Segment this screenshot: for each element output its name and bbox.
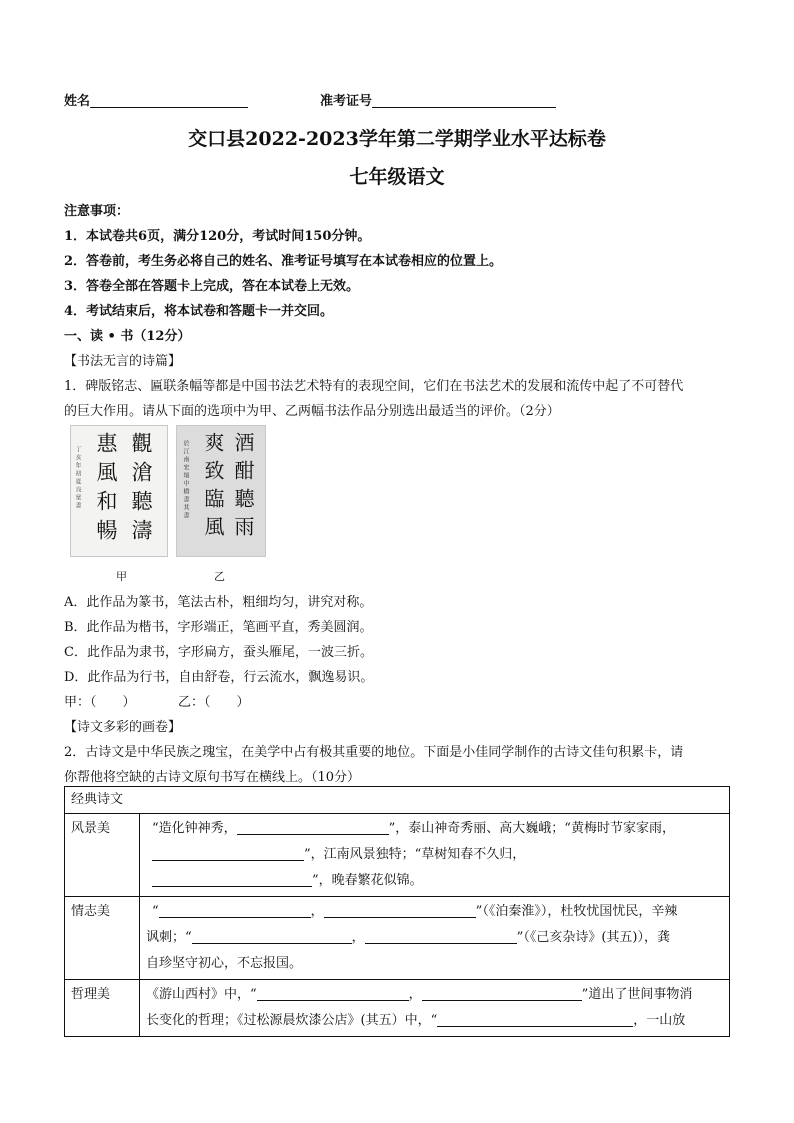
image-label-yi: 乙 — [214, 570, 225, 583]
calligraphy-column: 觀滄聽濤 — [129, 432, 153, 548]
category-cell: 哲理美 — [65, 980, 140, 1037]
question-1-text: 1．碑版铭志、匾联条幅等都是中国书法艺术特有的表现空间，它们在书法艺术的发展和流传中起了不可替代 — [64, 379, 684, 394]
card-text: ”，晚春繁花似锦。 — [312, 873, 423, 888]
category-cell: 情志美 — [65, 897, 140, 980]
answer-jia[interactable]: 甲：（ ） — [64, 695, 136, 710]
calligraphy-column: 酒酣聽雨 — [231, 432, 255, 544]
question-2-text: 你帮他将空缺的古诗文原句书写在横线上。（10分） — [64, 770, 361, 785]
card-text: 自珍坚守初心，不忘报国。 — [146, 956, 303, 971]
image-label-jia: 甲 — [116, 570, 127, 583]
answer-blank[interactable] — [257, 986, 409, 1001]
answer-blank[interactable] — [192, 929, 352, 944]
name-label: 姓名 — [64, 94, 91, 109]
calligraphy-column: 爽致臨風 — [201, 432, 225, 544]
calligraphy-image-yi — [176, 425, 266, 557]
notice-item: 1．本试卷共6页，满分120分，考试时间150分钟。 — [64, 229, 371, 244]
question-1-text: 的巨大作用。请从下面的选项中为甲、乙两幅书法作品分别选出最适当的评价。（2分） — [64, 404, 560, 419]
card-text: “ — [152, 904, 159, 919]
answer-blank[interactable] — [159, 903, 311, 918]
card-text: ”，泰山神奇秀丽、高大巍峨；“黄梅时节家家雨， — [388, 821, 675, 836]
exam-title: 交口县2022-2023学年第二学期学业水平达标卷 — [188, 128, 606, 150]
notice-heading: 注意事项： — [64, 204, 130, 219]
answer-blank[interactable] — [437, 1012, 633, 1027]
calligraphy-inscription: 丁亥年初夏良宽書 — [74, 446, 81, 510]
card-text: ”道出了世间事物消 — [581, 987, 693, 1002]
exam-subtitle: 七年级语文 — [349, 166, 445, 188]
card-text: 长变化的哲理；《过松源晨炊漆公店》(其五）中，“ — [146, 1013, 438, 1028]
calligraphy-image-jia — [70, 425, 168, 557]
card-text: 《游山西村》中，“ — [146, 987, 257, 1002]
id-field — [320, 90, 556, 109]
option-d: D．此作品为行书，自由舒卷，行云流水，飘逸易识。 — [64, 670, 374, 685]
poetry-card-table — [64, 786, 730, 1037]
notice-item: 4．考试结束后，将本试卷和答题卡一并交回。 — [64, 304, 334, 319]
option-c: C．此作品为隶书，字形扁方，蚕头雁尾，一波三折。 — [64, 645, 373, 660]
id-label: 准考证号 — [320, 94, 373, 109]
subsection-heading: 【诗文多彩的画卷】 — [64, 720, 182, 735]
answer-blank[interactable] — [365, 929, 517, 944]
card-text: ”（《己亥杂诗》(其五)），龚 — [516, 930, 670, 945]
card-text: ，一山放 — [633, 1013, 686, 1028]
calligraphy-column: 惠風和暢 — [94, 432, 118, 548]
card-text: ， — [408, 987, 422, 1002]
table-row — [65, 814, 730, 897]
calligraphy-inscription: 於江南宏壇中橋書其書 — [182, 440, 189, 520]
card-text: ， — [310, 904, 324, 919]
answer-yi[interactable]: 乙：（ ） — [178, 695, 250, 710]
notice-item: 3．答卷全部在答题卡上完成，答在本试卷上无效。 — [64, 279, 360, 294]
content-cell — [140, 897, 730, 980]
category-cell: 风景美 — [65, 814, 140, 897]
card-text: “造化钟神秀， — [152, 821, 237, 836]
table-row — [65, 897, 730, 980]
name-blank[interactable] — [90, 93, 248, 108]
answer-blank[interactable] — [422, 986, 582, 1001]
notice-item: 2．答卷前，考生务必将自己的姓名、准考证号填写在本试卷相应的位置上。 — [64, 254, 503, 269]
content-cell — [140, 980, 730, 1037]
id-blank[interactable] — [372, 93, 556, 108]
answer-blank[interactable] — [152, 872, 312, 887]
question-2-text: 2．古诗文是中华民族之瑰宝，在美学中占有极其重要的地位。下面是小佳同学制作的古诗文佳句积累卡，请 — [64, 745, 684, 760]
card-text: ， — [351, 930, 365, 945]
content-cell — [140, 814, 730, 897]
card-text: ”（《泊秦淮》），杜牧忧国忧民，辛辣 — [475, 904, 678, 919]
table-row — [65, 980, 730, 1037]
subsection-heading: 【书法无言的诗篇】 — [64, 354, 182, 369]
option-a: A．此作品为篆书，笔法古朴，粗细均匀，讲究对称。 — [64, 595, 373, 610]
section-heading: 一、读 • 书（12分） — [64, 329, 191, 344]
answer-blank[interactable] — [152, 846, 304, 861]
answer-blank[interactable] — [324, 903, 476, 918]
card-header: 经典诗文 — [65, 787, 730, 814]
answer-blank[interactable] — [237, 820, 389, 835]
name-field — [64, 90, 248, 109]
card-text: ”，江南风景独特；“草树知春不久归， — [304, 847, 526, 862]
option-b: B．此作品为楷书，字形端正，笔画平直，秀美圆润。 — [64, 620, 373, 635]
card-text: 讽刺；“ — [146, 930, 192, 945]
